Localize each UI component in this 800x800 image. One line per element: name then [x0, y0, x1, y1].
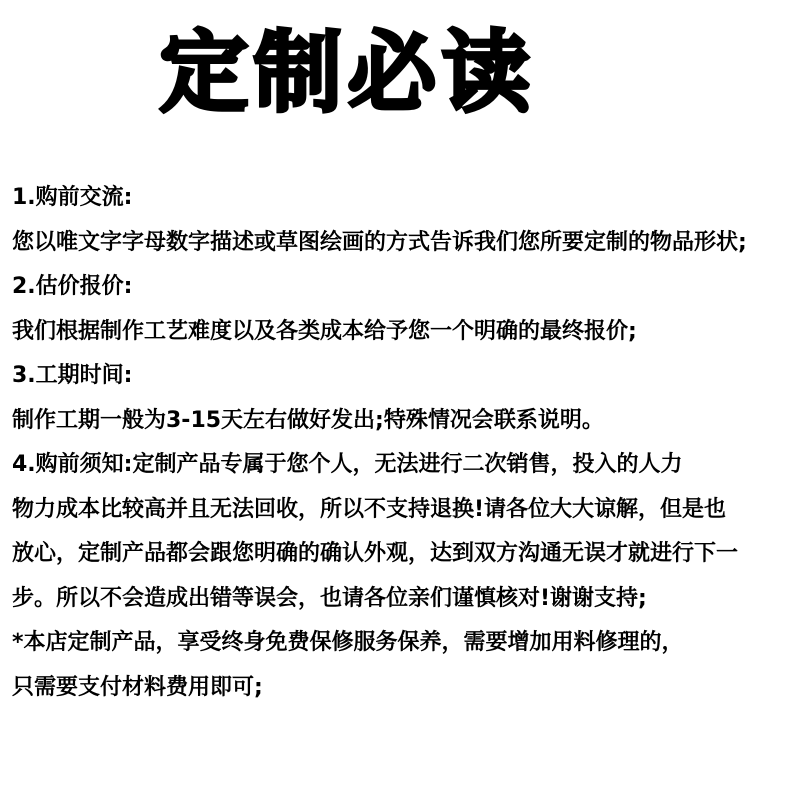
section-heading-quote: 2.估价报价:	[12, 274, 133, 299]
section-heading-schedule: 3.工期时间:	[12, 363, 133, 388]
paragraph-schedule: 制作工期一般为3-15天左右做好发出;特殊情况会联系说明。	[12, 407, 604, 433]
page-title: 定制必读	[160, 21, 537, 124]
paragraph-warranty-line-1: *本店定制产品，享受终身免费保修服务保养，需要增加用料修理的，	[12, 630, 684, 655]
paragraph-warranty-line-2: 只需要支付材料费用即可;	[12, 674, 263, 700]
paragraph-consult: 您以唯文字字母数字描述或草图绘画的方式告诉我们您所要定制的物品形状;	[12, 229, 747, 255]
section-heading-consult: 1.购前交流:	[12, 185, 133, 210]
paragraph-notice-line-3: 步。所以不会造成出错等误会，也请各位亲们谨慎核对!谢谢支持;	[12, 585, 647, 611]
notice-content	[12, 176, 792, 710]
paragraph-notice-line-1: 物力成本比较高并且无法回收，所以不支持退换!请各位大大谅解，但是也	[12, 496, 727, 522]
paragraph-notice-line-2: 放心，定制产品都会跟您明确的确认外观，达到双方沟通无误才就进行下一	[12, 541, 739, 566]
paragraph-quote: 我们根据制作工艺难度以及各类成本给予您一个明确的最终报价;	[12, 318, 637, 344]
section-heading-notice: 4.购前须知:定制产品专属于您个人，无法进行二次销售，投入的人力	[12, 452, 683, 477]
